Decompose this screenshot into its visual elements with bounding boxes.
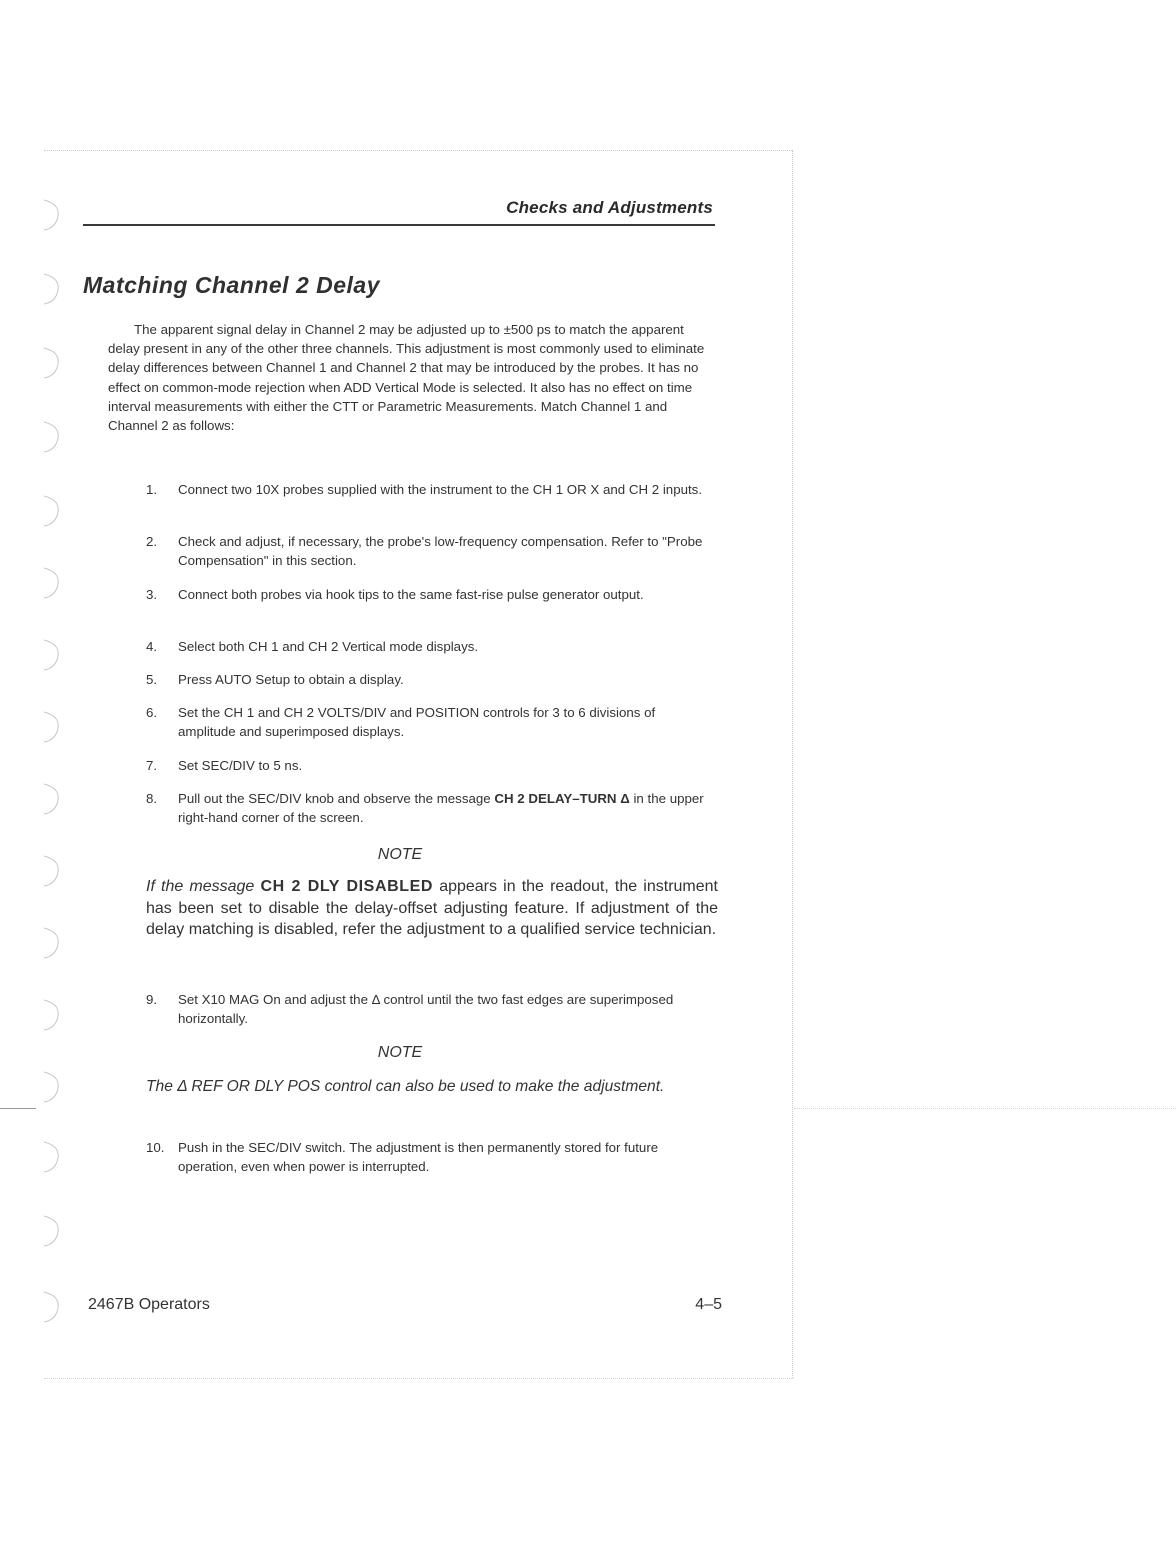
binder-hole-icon bbox=[40, 272, 62, 306]
step-text-after: in the upper right-hand corner of the screen. bbox=[178, 791, 704, 825]
scan-border-top bbox=[44, 150, 792, 151]
intro-paragraph: The apparent signal delay in Channel 2 may be adjusted up to ±500 ps to match the apparent delay present in any of the other three channels. This adjustment is most commonly used to eliminate delay differences between Channel 1 and Channel 2 that may be introduced by the probes. It has no effect on common-mode rejection when ADD Vertical Mode is selected. It also has no effect on time interval measurements with either the CTT or Parametric Measurements. Match Channel 1 and Channel 2 as follows: bbox=[108, 322, 705, 434]
step-text: Connect both probes via hook tips to the same fast-rise pulse generator output. bbox=[178, 587, 644, 602]
binder-hole-icon bbox=[40, 854, 62, 888]
header-rule bbox=[83, 224, 715, 226]
binder-hole-icon bbox=[40, 494, 62, 528]
step-number: 7. bbox=[146, 758, 158, 773]
note-body bbox=[146, 876, 718, 941]
binder-hole-icon bbox=[40, 1214, 62, 1248]
step-number: 6. bbox=[146, 705, 158, 720]
step-number: 4. bbox=[146, 639, 158, 654]
note-lead: If the message bbox=[146, 878, 261, 895]
list-item bbox=[146, 480, 716, 499]
scan-border-mid bbox=[794, 1108, 1176, 1109]
binder-hole-icon bbox=[40, 1140, 62, 1174]
note-label: NOTE bbox=[377, 1044, 423, 1061]
footer-manual-name: 2467B Operators bbox=[88, 1296, 210, 1313]
step-text: Check and adjust, if necessary, the probe's low-frequency compensation. Refer to "Probe Compensation" in this section. bbox=[178, 534, 703, 568]
running-header: Checks and Adjustments bbox=[506, 198, 713, 217]
step-number: 2. bbox=[146, 534, 158, 549]
step-text-before: Pull out the SEC/DIV knob and observe the message bbox=[178, 791, 495, 806]
step-number: 10. bbox=[146, 1140, 165, 1155]
step-text: Select both CH 1 and CH 2 Vertical mode displays. bbox=[178, 639, 479, 654]
page-number: 4–5 bbox=[695, 1296, 722, 1313]
step-text bbox=[178, 789, 716, 827]
list-item bbox=[146, 1138, 716, 1176]
binder-hole-icon bbox=[40, 1290, 62, 1324]
binder-hole-icon bbox=[40, 998, 62, 1032]
note-rest: appears in the readout, the instrument has been set to disable the delay-offset adjusting feature. If adjustment of the delay matching is disabled, refer the adjustment to a qualified service technician. bbox=[146, 878, 718, 938]
step-text: Connect two 10X probes supplied with the instrument to the CH 1 OR X and CH 2 inputs. bbox=[178, 482, 703, 497]
list-item bbox=[146, 637, 716, 656]
list-item bbox=[146, 670, 716, 689]
step-text: Set the CH 1 and CH 2 VOLTS/DIV and POSITION controls for 3 to 6 divisions of amplitude and superimposed displays. bbox=[178, 705, 656, 739]
step-text: Set X10 MAG On and adjust the Δ control until the two fast edges are superimposed horizontally. bbox=[178, 992, 674, 1026]
binder-hole-icon bbox=[40, 782, 62, 816]
step-number: 8. bbox=[146, 791, 158, 806]
binder-hole-icon bbox=[40, 638, 62, 672]
note-label: NOTE bbox=[377, 846, 423, 863]
scan-mark-left bbox=[0, 1108, 36, 1109]
binder-hole-icon bbox=[40, 198, 62, 232]
scan-border-right bbox=[792, 150, 793, 1378]
readout-message: CH 2 DELAY–TURN Δ bbox=[494, 791, 630, 806]
scan-border-bottom bbox=[44, 1378, 794, 1379]
binder-hole-icon bbox=[40, 926, 62, 960]
note-body: The Δ REF OR DLY POS control can also be used to make the adjustment. bbox=[146, 1078, 665, 1095]
readout-message: CH 2 DLY DISABLED bbox=[260, 878, 434, 895]
section-title: Matching Channel 2 Delay bbox=[83, 272, 381, 298]
step-number: 1. bbox=[146, 482, 158, 497]
binder-hole-icon bbox=[40, 420, 62, 454]
list-item bbox=[146, 789, 716, 827]
step-text: Set SEC/DIV to 5 ns. bbox=[178, 758, 303, 773]
list-item bbox=[146, 532, 716, 570]
step-number: 9. bbox=[146, 992, 158, 1007]
step-number: 3. bbox=[146, 587, 158, 602]
binder-hole-icon bbox=[40, 710, 62, 744]
step-number: 5. bbox=[146, 672, 158, 687]
list-item bbox=[146, 756, 716, 775]
list-item bbox=[146, 990, 716, 1028]
step-text: Push in the SEC/DIV switch. The adjustment is then permanently stored for future operation, even when power is interrupted. bbox=[178, 1140, 659, 1174]
binder-hole-icon bbox=[40, 566, 62, 600]
list-item bbox=[146, 585, 716, 604]
step-text: Press AUTO Setup to obtain a display. bbox=[178, 672, 404, 687]
list-item bbox=[146, 703, 716, 741]
binder-hole-icon bbox=[40, 1070, 62, 1104]
binder-hole-icon bbox=[40, 346, 62, 380]
